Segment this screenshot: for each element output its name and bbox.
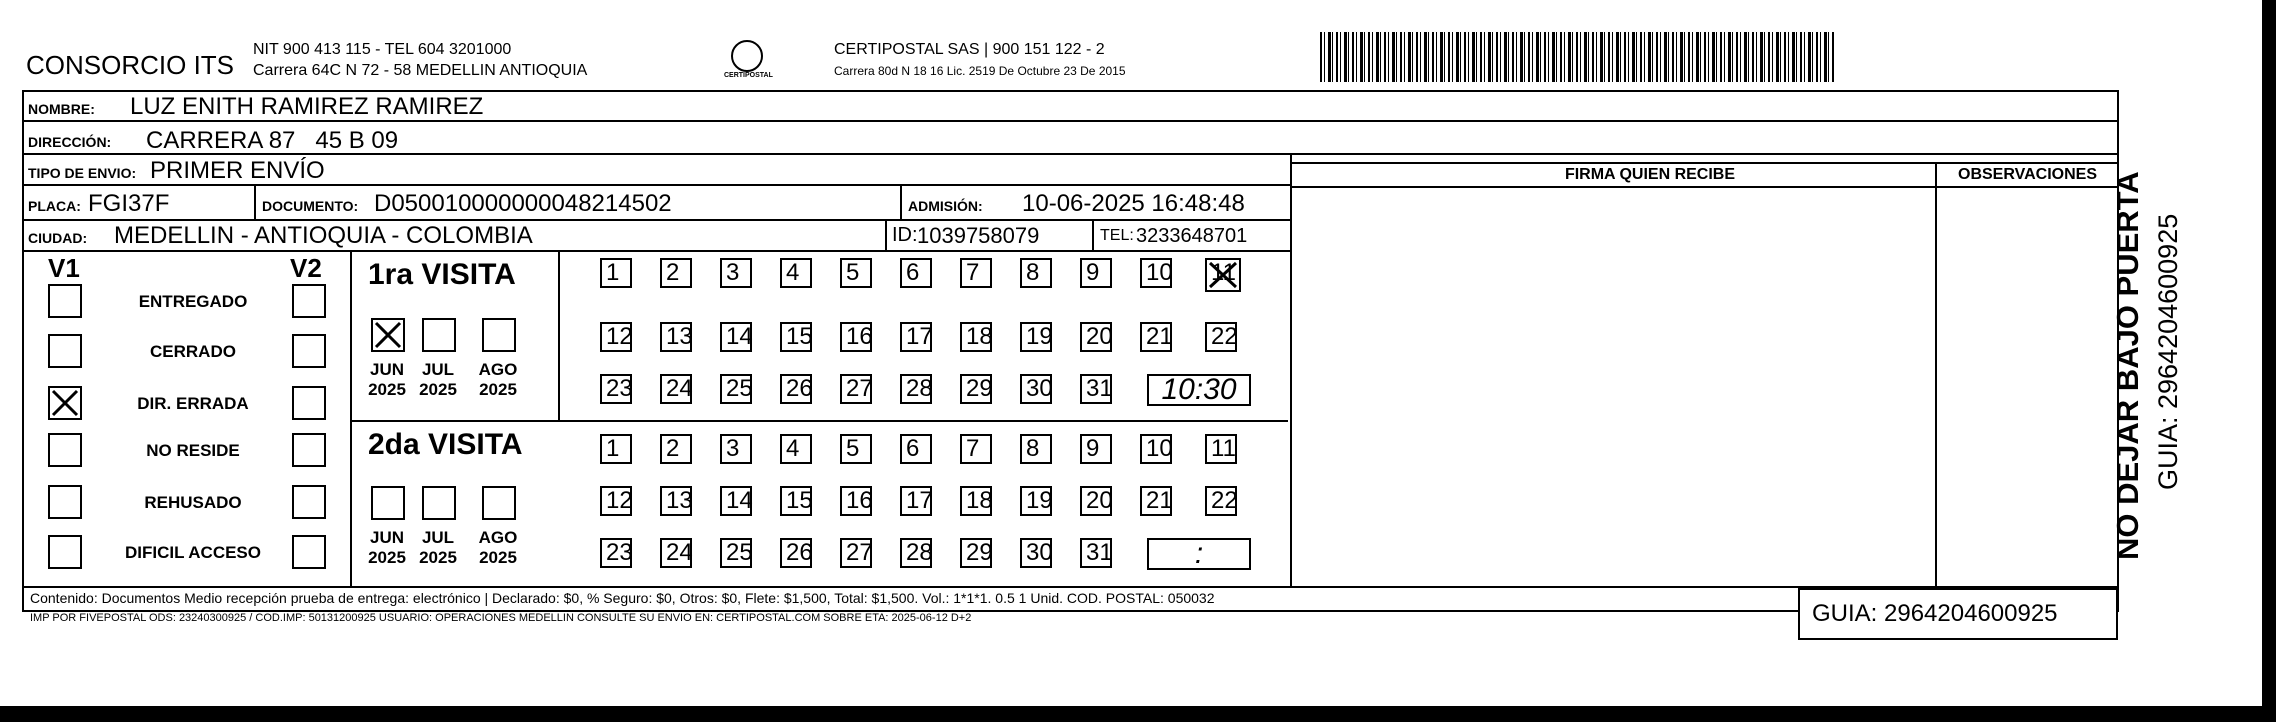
day-checkbox[interactable]: 9	[1080, 434, 1112, 464]
second-visit-title: 2da VISITA	[368, 428, 523, 461]
day-checkbox[interactable]: 27	[840, 538, 872, 568]
day-checkbox[interactable]: 28	[900, 374, 932, 404]
day-checkbox[interactable]: 19	[1020, 486, 1052, 516]
day-checkbox[interactable]: 21	[1140, 322, 1172, 352]
month-checkbox[interactable]	[371, 486, 405, 520]
month-checkbox[interactable]	[422, 318, 456, 352]
status-label: DIR. ERRADA	[137, 394, 249, 413]
month-label: AGO 2025	[478, 528, 518, 567]
day-checkbox[interactable]: 20	[1080, 486, 1112, 516]
tipo-envio-label: TIPO DE ENVIO:	[28, 165, 137, 181]
license-line: Carrera 80d N 18 16 Lic. 2519 De Octubre 23 De 2015	[834, 64, 1126, 78]
day-checkbox[interactable]: 5	[840, 434, 872, 464]
day-checkbox[interactable]: 29	[960, 374, 992, 404]
status-label: DIFICIL ACCESO	[124, 543, 261, 562]
day-checkbox[interactable]: 31	[1080, 374, 1112, 404]
v1-checkbox[interactable]	[48, 433, 82, 467]
v1-checkbox[interactable]	[48, 386, 82, 420]
day-checkbox[interactable]: 10	[1140, 258, 1172, 288]
day-checkbox[interactable]: 1	[600, 258, 632, 288]
status-label: ENTREGADO	[138, 292, 248, 311]
month-checkbox[interactable]	[371, 318, 405, 352]
day-checkbox[interactable]: 7	[960, 434, 992, 464]
day-checkbox[interactable]: 24	[660, 374, 692, 404]
day-checkbox[interactable]: 23	[600, 374, 632, 404]
day-checkbox[interactable]: 3	[720, 258, 752, 288]
main-form-box	[22, 90, 2119, 612]
day-checkbox[interactable]: 6	[900, 258, 932, 288]
day-checkbox[interactable]: 12	[600, 322, 632, 352]
status-label: REHUSADO	[144, 493, 242, 512]
status-label: NO RESIDE	[146, 441, 240, 460]
time-field[interactable]: :	[1147, 538, 1251, 570]
tel-value: 3233648701	[1136, 225, 1248, 247]
day-checkbox[interactable]: 18	[960, 322, 992, 352]
day-checkbox[interactable]: 5	[840, 258, 872, 288]
certipostal-logo-icon	[731, 40, 763, 72]
day-checkbox[interactable]: 8	[1020, 434, 1052, 464]
contenido-text: Contenido: Documentos Medio recepción prueba de entrega: electrónico | Declarado: $0, % Seguro: $0, Otros: $0, Flete: $1,500, Total: $1,500. Vol.: 1*1*1. 0.5 1 Unid. COD. POSTAL: 050032	[30, 590, 1215, 606]
month-label: JUL 2025	[419, 528, 457, 567]
direccion-label: DIRECCIÓN:	[28, 134, 112, 150]
tipo-envio-value: PRIMER ENVÍO	[150, 157, 325, 184]
id-label: ID:	[892, 224, 918, 246]
admision-value: 10-06-2025 16:48:48	[1022, 190, 1245, 217]
month-label: JUN 2025	[368, 360, 406, 399]
month-checkbox[interactable]	[482, 318, 516, 352]
day-checkbox[interactable]: 20	[1080, 322, 1112, 352]
address-line: Carrera 64C N 72 - 58 MEDELLIN ANTIOQUIA	[253, 62, 588, 79]
day-checkbox[interactable]: 26	[780, 374, 812, 404]
day-checkbox[interactable]: 1	[600, 434, 632, 464]
day-checkbox[interactable]: 18	[960, 486, 992, 516]
imp-text: IMP POR FIVEPOSTAL ODS: 23240300925 / COD.IMP: 50131200925 USUARIO: OPERACIONES MEDELLIN CONSULTE SU ENVIO EN: CERTIPOSTAL.COM SOBRE ETA: 2025-06-12 D+2	[30, 612, 972, 624]
day-checkbox[interactable]: 22	[1205, 322, 1237, 352]
nombre-value: LUZ ENITH RAMIREZ RAMIREZ	[130, 93, 484, 120]
day-checkbox[interactable]: 25	[720, 374, 752, 404]
day-checkbox[interactable]: 17	[900, 486, 932, 516]
day-checkbox[interactable]: 24	[660, 538, 692, 568]
month-label: AGO 2025	[478, 360, 518, 399]
direccion-value: CARRERA 87 45 B 09	[146, 127, 399, 154]
day-checkbox[interactable]: 6	[900, 434, 932, 464]
documento-label: DOCUMENTO:	[262, 198, 359, 214]
day-checkbox[interactable]: 4	[780, 434, 812, 464]
v2-checkbox[interactable]	[292, 284, 326, 318]
side-guia: GUIA: 2964204600925	[2153, 213, 2183, 490]
day-checkbox[interactable]: 15	[780, 486, 812, 516]
nit-line: NIT 900 413 115 - TEL 604 3201000	[253, 41, 512, 58]
barcode	[1320, 32, 1835, 82]
day-checkbox[interactable]: 31	[1080, 538, 1112, 568]
day-checkbox[interactable]: 19	[1020, 322, 1052, 352]
day-checkbox[interactable]: 11	[1205, 258, 1241, 292]
day-checkbox[interactable]: 4	[780, 258, 812, 288]
day-checkbox[interactable]: 14	[720, 486, 752, 516]
day-checkbox[interactable]: 12	[600, 486, 632, 516]
observaciones-label: OBSERVACIONES	[1958, 166, 2097, 183]
day-checkbox[interactable]: 13	[660, 322, 692, 352]
day-checkbox[interactable]: 14	[720, 322, 752, 352]
firma-quien-recibe-label: FIRMA QUIEN RECIBE	[1564, 166, 1736, 183]
v2-checkbox[interactable]	[292, 535, 326, 569]
guia-value: GUIA: 2964204600925	[1812, 600, 2058, 627]
day-checkbox[interactable]: 8	[1020, 258, 1052, 288]
admision-label: ADMISIÓN:	[908, 198, 983, 214]
day-checkbox[interactable]: 30	[1020, 374, 1052, 404]
placa-value: FGI37F	[88, 190, 170, 217]
ciudad-value: MEDELLIN - ANTIOQUIA - COLOMBIA	[114, 222, 533, 249]
status-label: CERRADO	[150, 342, 236, 361]
placa-label: PLACA:	[28, 198, 81, 214]
ciudad-label: CIUDAD:	[28, 230, 88, 246]
day-checkbox[interactable]: 28	[900, 538, 932, 568]
v1-checkbox[interactable]	[48, 535, 82, 569]
documento-value: D050010000000048214502	[374, 190, 672, 217]
day-checkbox[interactable]: 25	[720, 538, 752, 568]
no-dejar-bajo-puerta: NO DEJAR BAJO PUERTA	[2110, 171, 2145, 560]
day-checkbox[interactable]: 10	[1140, 434, 1172, 464]
v2-checkbox[interactable]	[292, 433, 326, 467]
v1-checkbox[interactable]	[48, 485, 82, 519]
tel-label: TEL:	[1100, 227, 1134, 244]
day-checkbox[interactable]: 22	[1205, 486, 1237, 516]
time-field[interactable]: 10:30	[1147, 374, 1251, 406]
day-checkbox[interactable]: 16	[840, 322, 872, 352]
day-checkbox[interactable]: 30	[1020, 538, 1052, 568]
day-checkbox[interactable]: 23	[600, 538, 632, 568]
v1-checkbox[interactable]	[48, 284, 82, 318]
day-checkbox[interactable]: 21	[1140, 486, 1172, 516]
certipostal-line: CERTIPOSTAL SAS | 900 151 122 - 2	[834, 41, 1105, 58]
v2-label: V2	[290, 253, 322, 283]
day-checkbox[interactable]: 16	[840, 486, 872, 516]
v2-checkbox[interactable]	[292, 386, 326, 420]
day-checkbox[interactable]: 27	[840, 374, 872, 404]
day-checkbox[interactable]: 3	[720, 434, 752, 464]
v2-checkbox[interactable]	[292, 334, 326, 368]
company-name: CONSORCIO ITS	[26, 50, 235, 80]
day-checkbox[interactable]: 2	[660, 434, 692, 464]
day-checkbox[interactable]: 9	[1080, 258, 1112, 288]
day-checkbox[interactable]: 26	[780, 538, 812, 568]
nombre-label: NOMBRE:	[28, 101, 95, 117]
logo-caption: CERTIPOSTAL	[724, 72, 773, 79]
v1-checkbox[interactable]	[48, 334, 82, 368]
day-checkbox[interactable]: 15	[780, 322, 812, 352]
month-checkbox[interactable]	[422, 486, 456, 520]
month-label: JUN 2025	[368, 528, 406, 567]
day-checkbox[interactable]: 29	[960, 538, 992, 568]
day-checkbox[interactable]: 17	[900, 322, 932, 352]
first-visit-title: 1ra VISITA	[368, 258, 516, 291]
day-checkbox[interactable]: 2	[660, 258, 692, 288]
month-label: JUL 2025	[419, 360, 457, 399]
day-checkbox[interactable]: 13	[660, 486, 692, 516]
id-value: 1039758079	[917, 223, 1040, 248]
month-checkbox[interactable]	[482, 486, 516, 520]
day-checkbox[interactable]: 7	[960, 258, 992, 288]
v2-checkbox[interactable]	[292, 485, 326, 519]
v1-label: V1	[48, 253, 80, 283]
day-checkbox[interactable]: 11	[1205, 434, 1237, 464]
